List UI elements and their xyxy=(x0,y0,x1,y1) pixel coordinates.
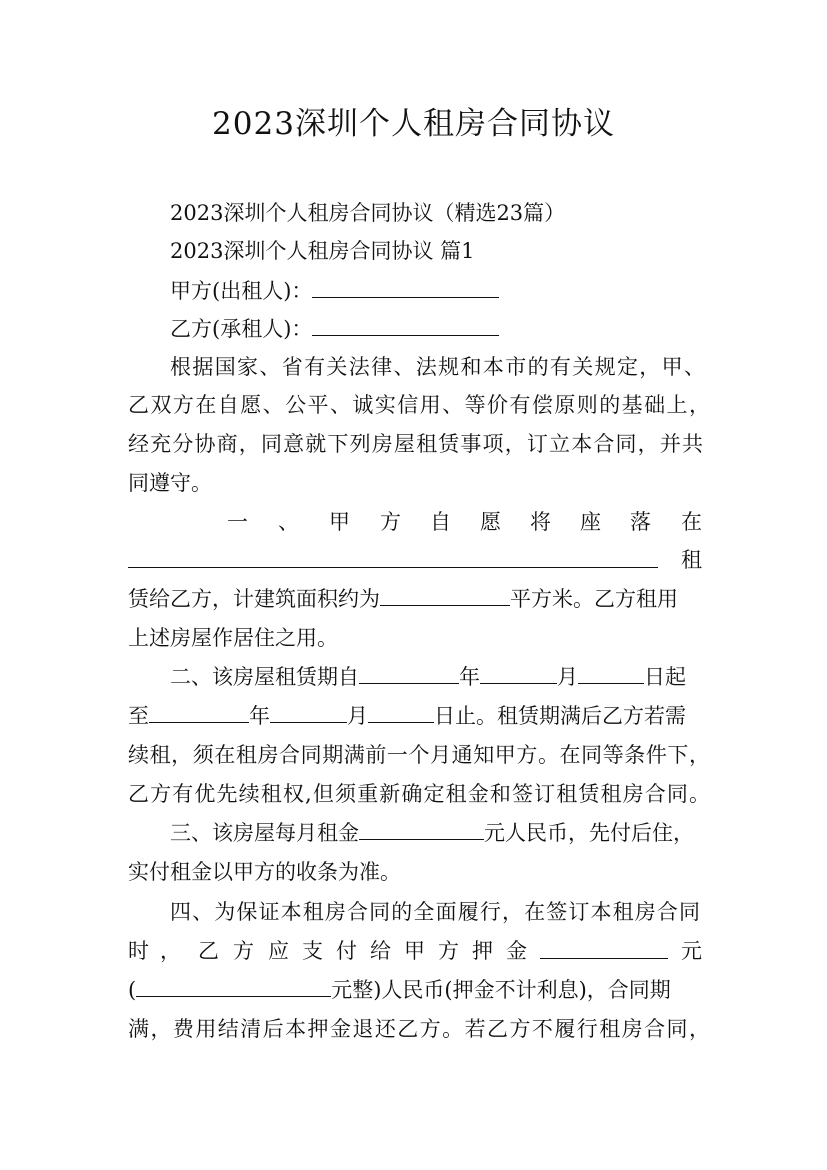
area-text-2: 平方米。乙方租用 xyxy=(510,587,678,611)
spaced-char: 甲 xyxy=(329,510,350,534)
start-year-blank xyxy=(359,663,459,684)
party-a-label: 甲方(出租人)： xyxy=(170,279,313,303)
party-b-label: 乙方(承租人)： xyxy=(170,317,313,341)
paragraph-line: 同遵守。 xyxy=(128,471,212,495)
spaced-char: 时 xyxy=(128,939,149,963)
spaced-char: 乙 xyxy=(198,939,219,963)
spaced-char: 给 xyxy=(370,939,391,963)
party-a-blank xyxy=(312,277,499,298)
end-day-blank xyxy=(368,702,434,723)
paragraph-line: 根据国家、省有关法律、法规和本市的有关规定，甲、 xyxy=(170,355,705,379)
deposit-blank xyxy=(540,938,668,959)
spaced-char: 自 xyxy=(430,510,451,534)
paragraph-line: 满，费用结清后本押金退还乙方。若乙方不履行租房合同， xyxy=(128,1017,710,1041)
spaced-char: 座 xyxy=(580,510,601,534)
spaced-char: ， xyxy=(160,939,181,963)
paragraph-line: 上述房屋作居住之用。 xyxy=(128,626,338,650)
section-heading: 2023深圳个人租房合同协议 篇1 xyxy=(170,239,475,263)
rent-text-2: 元人民币，先付后住， xyxy=(484,821,694,845)
month-label: 月 xyxy=(557,665,578,689)
clause-2-line xyxy=(170,662,686,692)
clause-2-text: 二、该房屋租赁期自 xyxy=(170,665,359,689)
spaced-char: 付 xyxy=(336,939,357,963)
document-title: 2023深圳个人租房合同协议 xyxy=(212,106,615,142)
clause-3-line xyxy=(170,818,694,848)
paragraph-line: 实付租金以甲方的收条为准。 xyxy=(128,860,401,884)
end-month-blank xyxy=(270,702,347,723)
open-paren: ( xyxy=(128,978,137,1002)
spaced-char: 押 xyxy=(472,939,493,963)
to-label: 至 xyxy=(128,704,149,728)
paragraph-line: 乙方有优先续租权,但须重新确定租金和签订租赁租房合同。 xyxy=(128,782,710,806)
spaced-char: 一 xyxy=(227,510,248,534)
start-month-blank xyxy=(480,663,557,684)
month-label: 月 xyxy=(347,704,368,728)
subtitle-line: 2023深圳个人租房合同协议（精选23篇） xyxy=(170,201,566,225)
party-a-line xyxy=(170,276,499,306)
address-blank xyxy=(128,547,658,568)
paragraph-line: 续租，须在租房合同期满前一个月通知甲方。在同等条件下， xyxy=(128,743,710,767)
paragraph-line: 四、为保证本租房合同的全面履行，在签订本租房合同 xyxy=(170,900,700,924)
end-year-blank xyxy=(149,702,249,723)
year-label: 年 xyxy=(459,665,480,689)
spaced-char: 将 xyxy=(530,510,551,534)
spaced-char: 甲 xyxy=(404,939,425,963)
clause-2-end-text: 日止。租赁期满后乙方若需 xyxy=(434,704,686,728)
clause-2-end-line xyxy=(128,701,686,731)
spaced-char: 方 xyxy=(438,939,459,963)
spaced-char: 金 xyxy=(506,939,527,963)
deposit-text: 元整)人民币(押金不计利息)，合同期 xyxy=(331,978,671,1002)
spaced-char: 在 xyxy=(681,510,702,534)
paragraph-line: 经充分协商，同意就下列房屋租赁事项，订立本合同，并共 xyxy=(128,432,703,456)
clause-1-end-char: 租 xyxy=(681,548,702,572)
rent-blank xyxy=(359,819,484,840)
party-b-blank xyxy=(312,315,499,336)
party-b-line xyxy=(170,314,499,344)
spaced-char: 方 xyxy=(380,510,401,534)
spaced-char: 愿 xyxy=(480,510,501,534)
area-text-1: 赁给乙方，计建筑面积约为 xyxy=(128,587,380,611)
deposit-amount-line xyxy=(128,975,671,1005)
clause-1-area-line xyxy=(128,584,678,614)
spaced-char: 方 xyxy=(233,939,254,963)
deposit-words-blank xyxy=(136,976,331,997)
rent-text-1: 三、该房屋每月租金 xyxy=(170,821,359,845)
deposit-unit: 元 xyxy=(681,939,702,963)
spaced-char: 应 xyxy=(268,939,289,963)
start-day-blank xyxy=(578,663,644,684)
paragraph-line: 乙双方在自愿、公平、诚实信用、等价有偿原则的基础上， xyxy=(128,393,710,417)
spaced-char: 落 xyxy=(630,510,651,534)
day-label: 日起 xyxy=(644,665,686,689)
spaced-char: 支 xyxy=(302,939,323,963)
year-label: 年 xyxy=(249,704,270,728)
spaced-char: 、 xyxy=(278,510,299,534)
area-blank xyxy=(380,585,510,606)
